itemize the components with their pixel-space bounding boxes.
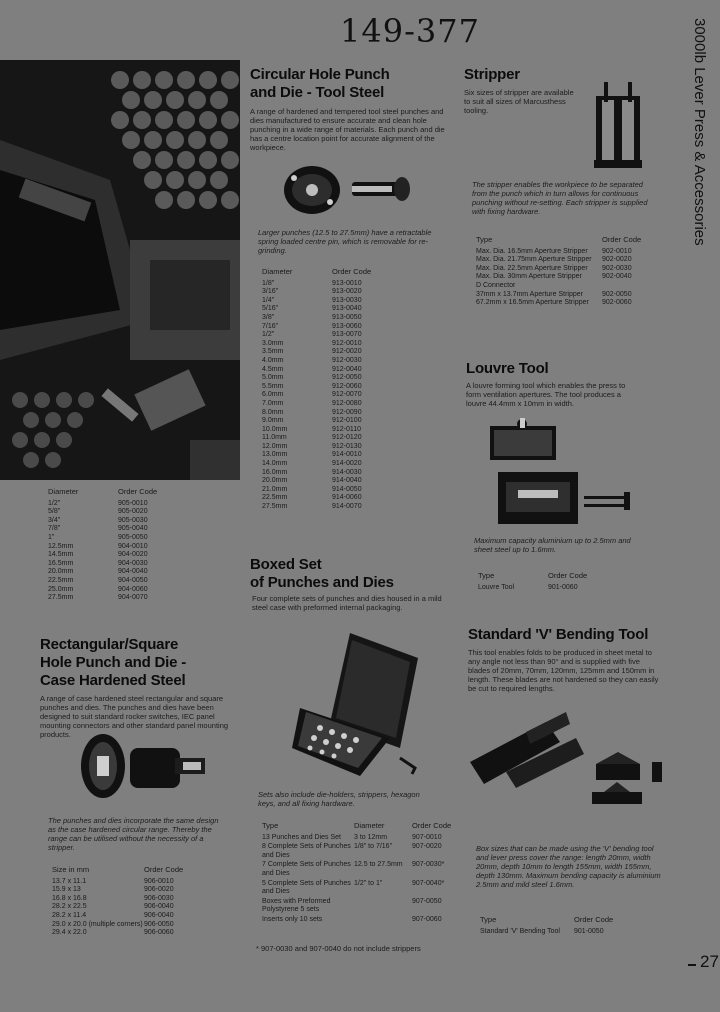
col-type: Type <box>480 915 497 924</box>
circular-title: Circular Hole Punch and Die - Tool Steel <box>250 66 390 101</box>
table-row <box>48 568 157 577</box>
table-row <box>476 291 641 300</box>
table-cell: 37mm x 13.7mm Aperture Stripper <box>476 290 583 298</box>
table-cell: Max. Dia. 21.75mm Aperture Stripper <box>476 256 592 264</box>
table-cell: 906-0050 <box>144 920 174 928</box>
table-row <box>262 357 371 366</box>
table-row <box>478 584 587 593</box>
table-row <box>262 486 371 495</box>
table-row <box>262 434 371 443</box>
vbend-table <box>480 916 613 936</box>
table-row <box>52 903 183 912</box>
table-cell: 4.0mm <box>262 356 284 364</box>
table-cell: 12.0mm <box>262 442 288 450</box>
table-row <box>48 500 157 509</box>
table-cell: 902-0060 <box>602 299 632 307</box>
page-number: 27 <box>700 952 719 971</box>
table-cell: 3/8" <box>262 313 275 321</box>
table-cell: 15.9 x 13 <box>52 886 81 894</box>
table-row <box>262 494 371 503</box>
table-cell: 29.4 x 22.0 <box>52 929 87 937</box>
table-row <box>262 451 371 460</box>
col-order-code: Order Code <box>412 821 452 830</box>
table-row <box>52 895 183 904</box>
table-cell: 5/16" <box>262 305 279 313</box>
circular-note: Larger punches (12.5 to 27.5mm) have a retractable spring loaded centre pin, which is removable for re-grinding. <box>258 228 432 255</box>
louvre-tool-photo <box>480 416 640 530</box>
table-row <box>476 248 641 257</box>
vbend-desc: This tool enables folds to be produced in sheet metal to any angle not less than 90° and is supplied with five blades of 20mm, 70mm, 120mm, 125mm and 150mm in length. These blades are not hardened so they can easily be cut to required lengths. <box>468 648 659 693</box>
table-row <box>48 551 157 560</box>
table-cell: 1/2" <box>262 331 275 339</box>
table-row <box>262 391 371 400</box>
table-cell: 20.0mm <box>262 477 288 485</box>
table-cell: 902-0030 <box>602 264 632 272</box>
table-cell: 13.7 x 11.1 <box>52 877 87 885</box>
table-cell: 912-0080 <box>332 399 362 407</box>
table-row <box>52 878 183 887</box>
table-row <box>262 469 371 478</box>
table-cell: 5.5mm <box>262 382 284 390</box>
table-row <box>262 331 371 340</box>
left-diameter-table <box>48 488 157 603</box>
table-cell: 912-0030 <box>332 356 362 364</box>
table-cell: 1/8" to 7/16" <box>354 843 393 851</box>
rect-desc: A range of case hardened steel rectangular and square punches and dies. The punches and dies have been designed to suit standard rocker switches, IEC panel mounting connectors and other standard panel mounting products. <box>40 694 229 739</box>
table-row <box>476 282 641 291</box>
table-cell: Max. Dia. 16.5mm Aperture Stripper <box>476 247 588 255</box>
table-cell: 905-0050 <box>118 533 148 541</box>
table-cell: 913-0050 <box>332 313 362 321</box>
handwritten-code: 149-377 <box>340 12 480 50</box>
table-row <box>262 288 371 297</box>
table-cell: 914-0060 <box>332 494 362 502</box>
col-type: Type <box>476 235 493 244</box>
table-cell: 3/4" <box>48 516 61 524</box>
table-cell: 912-0070 <box>332 391 362 399</box>
vbend-title: Standard 'V' Bending Tool <box>468 626 649 643</box>
table-cell: 904-0030 <box>118 559 148 567</box>
table-cell: 16.5mm <box>48 559 74 567</box>
table-row <box>52 929 183 938</box>
table-row <box>262 314 371 323</box>
table-cell: 13 Punches and Dies Set <box>262 833 341 841</box>
table-cell: 1" <box>48 533 55 541</box>
table-cell: 7.0mm <box>262 399 284 407</box>
table-row <box>262 417 371 426</box>
table-cell: 901-0060 <box>548 583 578 591</box>
table-cell: 914-0010 <box>332 451 362 459</box>
table-row <box>48 517 157 526</box>
table-cell: 906-0040 <box>144 903 174 911</box>
table-cell: D Connector <box>476 281 516 289</box>
table-cell: 67.2mm x 16.5mm Aperture Stripper <box>476 299 589 307</box>
table-cell: 912-0010 <box>332 339 362 347</box>
table-cell: 907-0060 <box>412 915 442 923</box>
table-cell: 913-0020 <box>332 288 362 296</box>
table-cell: Max. Dia. 22.5mm Aperture Stripper <box>476 264 588 272</box>
table-cell: 901-0050 <box>574 927 604 935</box>
table-row <box>52 921 183 930</box>
table-cell: 1/2" to 1" <box>354 879 383 887</box>
table-row <box>262 297 371 306</box>
table-cell: 20.0mm <box>48 568 74 576</box>
table-row <box>52 912 183 921</box>
table-cell: 14.5mm <box>48 551 74 559</box>
table-cell: 16.0mm <box>262 468 288 476</box>
table-cell: 906-0040 <box>144 911 174 919</box>
table-row <box>262 880 451 898</box>
table-cell: 7/16" <box>262 322 279 330</box>
table-cell: 905-0030 <box>118 516 148 524</box>
table-cell: 913-0060 <box>332 322 362 330</box>
table-cell: 904-0020 <box>118 551 148 559</box>
col-diameter: Diameter <box>354 821 385 830</box>
table-row <box>48 560 157 569</box>
boxed-set-photo <box>290 628 420 778</box>
table-cell: 1/2" <box>48 499 61 507</box>
table-cell: 8 Complete Sets of Punches and Dies <box>262 843 351 859</box>
table-cell: 906-0020 <box>144 886 174 894</box>
table-cell: 913-0010 <box>332 279 362 287</box>
table-cell: 27.5mm <box>48 594 74 602</box>
table-cell: 11.0mm <box>262 434 287 442</box>
col-order-code: Order Code <box>332 267 372 276</box>
table-row <box>262 443 371 452</box>
table-cell: 8.0mm <box>262 408 284 416</box>
rect-title: Rectangular/Square Hole Punch and Die - Case Hardened Steel <box>40 636 187 689</box>
table-cell: 912-0120 <box>332 434 362 442</box>
table-cell: 912-0130 <box>332 442 362 450</box>
table-cell: 28.2 x 22.5 <box>52 903 87 911</box>
table-row <box>48 577 157 586</box>
table-cell: 902-0020 <box>602 256 632 264</box>
table-row <box>262 834 451 844</box>
punch-die-photo <box>280 160 420 220</box>
table-cell: 3/16" <box>262 288 279 296</box>
rect-note: The punches and dies incorporate the same design as the case hardened circular range. Thereby the range can be utilised without the necessity of a stripper. <box>48 816 219 852</box>
table-cell: 914-0020 <box>332 460 362 468</box>
table-row <box>262 340 371 349</box>
table-cell: 914-0050 <box>332 485 362 493</box>
table-cell: Standard 'V' Bending Tool <box>480 927 560 935</box>
col-order-code: Order Code <box>118 487 158 496</box>
table-cell: 22.5mm <box>48 576 74 584</box>
stripper-desc: Six sizes of stripper are available to suit all sizes of Marcusthess tooling. <box>464 88 574 115</box>
table-row <box>48 534 157 543</box>
table-cell: 913-0030 <box>332 296 362 304</box>
table-cell: 907-0050 <box>412 897 442 905</box>
table-cell: 912-0090 <box>332 408 362 416</box>
table-row <box>48 543 157 552</box>
table-row <box>262 916 451 926</box>
louvre-desc: A louvre forming tool which enables the press to form ventilation apertures. The tool produces a louvre 44.4mm x 10mm in width. <box>466 381 626 408</box>
boxed-title: Boxed Set of Punches and Dies <box>250 556 394 591</box>
table-row <box>476 273 641 282</box>
table-cell: 904-0050 <box>118 576 148 584</box>
table-row <box>262 374 371 383</box>
table-cell: 25.0mm <box>48 585 74 593</box>
col-order-code: Order Code <box>548 571 588 580</box>
table-cell <box>602 282 641 291</box>
table-cell: 6.0mm <box>262 391 284 399</box>
table-cell: 13.0mm <box>262 451 288 459</box>
table-cell: 904-0060 <box>118 585 148 593</box>
table-row <box>262 348 371 357</box>
table-cell <box>354 898 412 916</box>
table-cell: 912-0060 <box>332 382 362 390</box>
table-cell: Boxes with Preformed Polystyrene 5 sets <box>262 897 331 914</box>
table-cell: 912-0110 <box>332 425 362 433</box>
table-cell: 12.5 to 27.5mm <box>354 861 403 869</box>
stripper-table <box>476 236 641 308</box>
table-cell: 28.2 x 11.4 <box>52 911 87 919</box>
louvre-table <box>478 572 587 592</box>
table-row <box>476 265 641 274</box>
table-row <box>262 323 371 332</box>
boxed-note: Sets also include die-holders, strippers, hexagon keys, and all fixing hardware. <box>258 790 420 808</box>
table-row <box>476 299 641 308</box>
table-cell: 902-0010 <box>602 247 632 255</box>
table-cell: 907-0020 <box>412 843 442 851</box>
stripper-title: Stripper <box>464 66 520 83</box>
col-diameter: Diameter <box>48 487 79 496</box>
table-row <box>262 366 371 375</box>
press-photo <box>0 60 240 480</box>
boxed-table <box>262 822 451 926</box>
table-cell: Louvre Tool <box>478 583 515 591</box>
louvre-title: Louvre Tool <box>466 360 549 377</box>
table-row <box>476 256 641 265</box>
table-cell: 913-0070 <box>332 331 362 339</box>
table-cell: 906-0060 <box>144 929 174 937</box>
col-type: Type <box>262 821 279 830</box>
table-cell: 7 Complete Sets of Punches and Dies <box>262 861 351 877</box>
table-cell: 913-0040 <box>332 305 362 313</box>
page-number-dash <box>688 964 696 966</box>
table-cell: 912-0020 <box>332 348 362 356</box>
table-cell: 5/8" <box>48 508 61 516</box>
table-cell: 912-0100 <box>332 417 362 425</box>
table-cell: 907-0010 <box>412 833 442 841</box>
table-cell: 1/8" <box>262 279 275 287</box>
table-row <box>262 426 371 435</box>
table-row <box>262 400 371 409</box>
table-row <box>262 305 371 314</box>
table-cell: 12.5mm <box>48 542 74 550</box>
table-cell: 912-0050 <box>332 374 362 382</box>
table-cell: 906-0030 <box>144 894 174 902</box>
vbend-note: Box sizes that can be made using the 'V' bending tool and lever press cover the range: length 20mm, width 20mm, depth 10mm to length 155mm, width 155mm, depth 130mm. Maximum bending capacity is aluminium 2.5mm and mild steel 1.6mm. <box>476 844 661 889</box>
col-size: Size in mm <box>52 865 90 874</box>
side-title: 3000lb Lever Press & Accessories <box>691 18 708 246</box>
col-order-code: Order Code <box>602 235 642 244</box>
table-cell: 904-0040 <box>118 568 148 576</box>
col-type: Type <box>478 571 495 580</box>
table-cell: 27.5mm <box>262 503 288 511</box>
table-cell: 10.0mm <box>262 425 288 433</box>
table-row <box>48 594 157 603</box>
boxed-footnote: * 907-0030 and 907-0040 do not include strippers <box>256 944 421 953</box>
boxed-desc: Four complete sets of punches and dies housed in a mild steel case with preformed internal packaging. <box>252 594 442 612</box>
table-cell: 5 Complete Sets of Punches and Dies <box>262 879 351 896</box>
table-row <box>262 280 371 289</box>
col-order-code: Order Code <box>144 865 184 874</box>
rect-punch-photo <box>75 718 215 808</box>
col-diameter: Diameter <box>262 267 293 276</box>
rect-table <box>52 866 183 938</box>
col-order-code: Order Code <box>574 915 614 924</box>
table-cell: Max. Dia. 30mm Aperture Stripper <box>476 273 582 281</box>
table-row <box>48 508 157 517</box>
table-row <box>480 928 613 937</box>
table-cell: 29.0 x 20.0 (multiple corners) <box>52 920 143 928</box>
table-cell: 1/4" <box>262 296 275 304</box>
table-cell: 902-0040 <box>602 273 632 281</box>
table-cell: 914-0070 <box>332 503 362 511</box>
vbend-tool-photo <box>466 702 666 812</box>
table-cell: 3 to 12mm <box>354 833 388 841</box>
circular-desc: A range of hardened and tempered tool steel punches and dies manufactured to ensure accurate and clean hole punching in a wide range of materials. Each punch and die has a centre location point for accurate alignment of the workpiece. <box>250 107 445 152</box>
table-cell: 4.5mm <box>262 365 284 373</box>
table-cell: 904-0070 <box>118 594 148 602</box>
table-cell: 914-0040 <box>332 477 362 485</box>
table-cell: 7/8" <box>48 525 61 533</box>
stripper-note: The stripper enables the workpiece to be separated from the punch which in turn allows for continuous punching without re-setting. Each stripper is supplied with fixing hardware. <box>472 180 648 216</box>
table-cell: 905-0010 <box>118 499 148 507</box>
table-cell: 14.0mm <box>262 460 288 468</box>
table-cell: 904-0010 <box>118 542 148 550</box>
table-row <box>262 843 451 861</box>
table-cell: 9.0mm <box>262 417 284 425</box>
table-cell: 906-0010 <box>144 877 174 885</box>
table-cell: 902-0050 <box>602 290 632 298</box>
table-cell: 912-0040 <box>332 365 362 373</box>
table-cell: 3.0mm <box>262 339 284 347</box>
table-row <box>262 460 371 469</box>
table-cell: 22.5mm <box>262 494 288 502</box>
stripper-photo <box>588 76 648 171</box>
table-row <box>48 525 157 534</box>
table-row <box>262 503 371 512</box>
table-row <box>262 898 451 916</box>
table-row <box>262 409 371 418</box>
table-cell: 21.0mm <box>262 485 288 493</box>
table-cell: 907-0040* <box>412 879 445 887</box>
table-cell: Inserts only 10 sets <box>262 915 323 923</box>
table-cell: 907-0030* <box>412 861 445 869</box>
table-row <box>48 586 157 595</box>
table-row <box>52 886 183 895</box>
table-cell: 905-0020 <box>118 508 148 516</box>
circular-table <box>262 268 371 512</box>
table-cell <box>354 916 412 926</box>
table-row <box>262 861 451 879</box>
table-row <box>262 477 371 486</box>
table-cell: 3.5mm <box>262 348 284 356</box>
table-cell: 905-0040 <box>118 525 148 533</box>
table-row <box>262 383 371 392</box>
table-cell: 914-0030 <box>332 468 362 476</box>
table-cell: 5.0mm <box>262 374 284 382</box>
table-cell: 16.8 x 16.8 <box>52 894 87 902</box>
louvre-note: Maximum capacity aluminium up to 2.5mm and sheet steel up to 1.6mm. <box>474 536 631 554</box>
